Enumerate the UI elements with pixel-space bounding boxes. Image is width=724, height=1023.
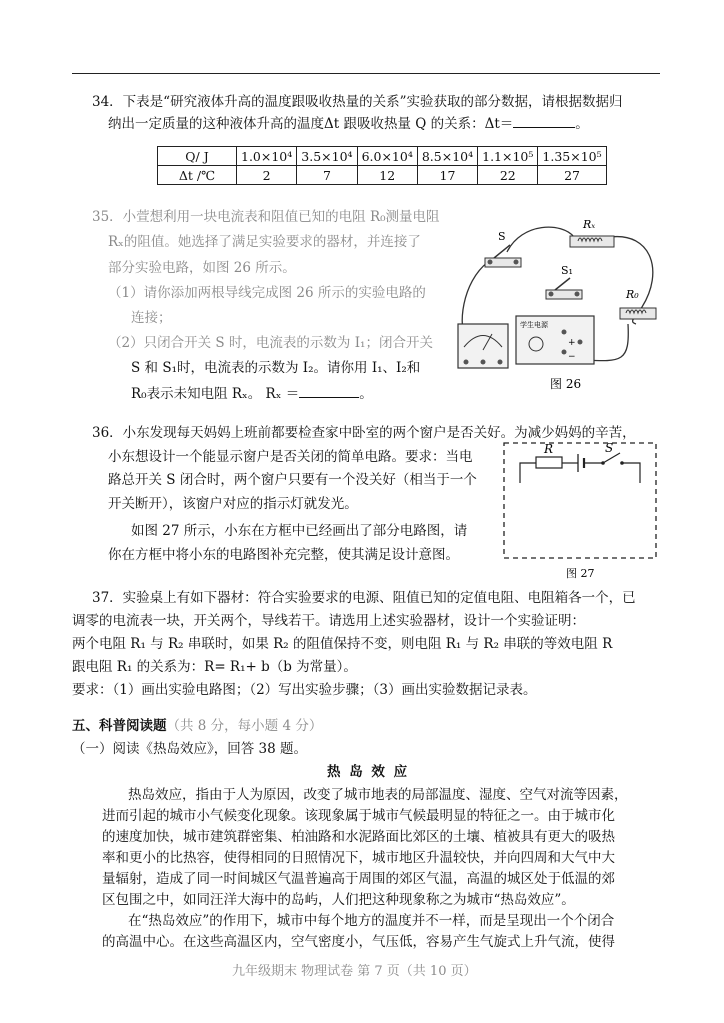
wire [520, 463, 536, 483]
table-header-q: Q/ J [158, 147, 237, 166]
resistor-r-symbol [536, 457, 562, 468]
article-line: 区包围之中，如同汪洋大海中的岛屿，人们把这种现象称之为城市“热岛效应”。 [102, 892, 575, 908]
svg-text:−: − [568, 352, 576, 362]
q34-line2-end: 。 [575, 116, 589, 132]
q35-line7: S 和 S₁时，电流表的示数为 I₂。请你用 I₁、I₂和 [131, 360, 421, 376]
label-r: R [544, 442, 554, 456]
table-cell: 17 [417, 166, 477, 185]
label-rx: Rₓ [583, 218, 596, 231]
article-line: 率和更小的比热容，使得相同的日照情况下，城市地区升温较快，并向四周和大气中大 [102, 850, 615, 866]
q35-line2: Rₓ的阻值。她选择了满足实验要求的器材，并连接了 [108, 234, 421, 250]
section5-title: 五、科普阅读题 [72, 718, 167, 734]
section5-heading [72, 716, 322, 736]
article-line: 的高温中心。在这些高温区内，空气密度小，气压低，容易产生气旋式上升气流，使得 [102, 934, 615, 950]
svg-text:+: + [568, 338, 576, 348]
q37-line1: 37．实验桌上有如下器材：符合实验要求的电源、阻值已知的定值电阻、电阻箱各一个，已 [92, 590, 636, 606]
q36-line5: 如图 27 所示，小东在方框中已经画出了部分电路图，请 [131, 523, 468, 539]
q35-line8-end: 。 [359, 386, 373, 402]
table-cell: 6.0×10⁴ [357, 147, 417, 166]
q35-line5: 连接； [131, 310, 172, 326]
table-cell: 7 [297, 166, 357, 185]
q35-line4: （1）请你添加两根导线完成图 26 所示的实验电路的 [108, 285, 426, 301]
q36-line6: 你在方框中将小东的电路图补充完整，使其满足设计意图。 [108, 547, 459, 563]
switch-s1 [546, 278, 582, 299]
label-s: S [605, 441, 614, 455]
q34-data-table [157, 146, 607, 185]
article-line: 的速度加快，城市建筑群密集、柏油路和水泥路面比郊区的土壤、植被具有更大的吸热 [102, 829, 615, 845]
article-line: 量辐射，造成了同一时间城区气温普遍高于周围的郊区气温，高温的城区处于低温的郊 [102, 871, 615, 887]
top-rule [72, 73, 660, 74]
q35-answer-blank [299, 385, 359, 398]
q37-line2: 调零的电流表一块，开关两个，导线若干。请选用上述实验器材，设计一个实验证明： [72, 613, 585, 629]
article-line: 热岛效应，指由于人为原因，改变了城市地表的局部温度、湿度、空气对流等因素， [128, 787, 628, 803]
label-r0: R₀ [626, 288, 639, 301]
article-title: 热 岛 效 应 [327, 764, 410, 780]
figure-27-circuit [502, 441, 660, 583]
table-header-dt: Δt /℃ [158, 166, 237, 185]
q34-line2-text: 纳出一定质量的这种液体升高的温度Δt 跟吸收热量 Q 的关系：Δt＝ [108, 116, 514, 132]
table-row [158, 166, 607, 185]
q36-line4: 开关断开），该窗户对应的指示灯就发光。 [108, 496, 358, 512]
page-footer: 九年级期末 物理试卷 第 7 页（共 10 页） [232, 964, 477, 979]
label-s: S [498, 230, 506, 243]
q35-line1: 35．小萱想利用一块电流表和阻值已知的电阻 R₀测量电阻 [92, 209, 440, 225]
q37-line4: 跟电阻 R₁ 的关系为：R= R₁+ b（b 为常量）。 [72, 659, 357, 675]
q34-answer-blank [513, 115, 575, 128]
resistor-r0 [620, 308, 656, 319]
section5-sub: （一）阅读《热岛效应》，回答 38 题。 [72, 741, 308, 757]
section5-score: （共 8 分，每小题 4 分） [166, 718, 323, 734]
q36-line1: 36．小东发现每天妈妈上班前都要检查家中卧室的两个窗户是否关好。为减少妈妈的辛苦， [92, 425, 636, 441]
label-power-supply: 学生电源 [520, 321, 548, 329]
table-cell: 1.1×10⁵ [478, 147, 538, 166]
article-line: 在“热岛效应”的作用下，城市中每个地方的温度并不一样，而是呈现出一个个闭合 [128, 913, 615, 929]
q34-line1: 34．下表是“研究液体升高的温度跟吸收热量的关系”实验获取的部分数据，请根据数据归 [92, 94, 623, 110]
table-cell: 12 [357, 166, 417, 185]
wire [507, 227, 574, 252]
q37-line5: 要求：（1）画出实验电路图；（2）写出实验步骤；（3）画出实验数据记录表。 [72, 682, 537, 698]
q34-line2 [108, 114, 589, 134]
table-cell: 3.5×10⁴ [297, 147, 357, 166]
table-row [158, 147, 607, 166]
table-cell: 1.35×10⁵ [538, 147, 606, 166]
figure-26-circuit [452, 212, 664, 398]
dashed-box [504, 443, 656, 558]
q36-line2: 小东想设计一个能显示窗户是否关闭的简单电路。要求：当电 [108, 449, 473, 465]
table-cell: 27 [538, 166, 606, 185]
q37-line3: 两个电阻 R₁ 与 R₂ 串联时，如果 R₂ 的阻值保持不变，则电阻 R₁ 与 R₂ 串联的等效电阻 R [72, 636, 613, 652]
table-cell: 22 [478, 166, 538, 185]
q35-line6: （2）只闭合开关 S 时，电流表的示数为 I₁；闭合开关 [108, 335, 433, 351]
table-cell: 1.0×10⁴ [237, 147, 297, 166]
article-line: 进而引起的城市小气候变化现象。该现象属于城市气候最明显的特征之一。由于城市化 [102, 808, 615, 824]
figure-27-caption: 图 27 [566, 567, 595, 580]
label-s1: S₁ [561, 264, 573, 277]
table-cell: 8.5×10⁴ [417, 147, 477, 166]
ammeter [458, 324, 508, 368]
q35-line3: 部分实验电路，如图 26 所示。 [108, 260, 296, 276]
q35-line8 [131, 384, 373, 404]
q35-line8-text: R₀表示未知电阻 Rₓ。 Rₓ ＝ [131, 386, 300, 402]
figure-26-caption: 图 26 [550, 377, 582, 391]
wire [622, 463, 640, 483]
resistor-rx [570, 236, 614, 247]
switch-s [485, 245, 521, 267]
table-cell: 2 [237, 166, 297, 185]
q36-line3: 路总开关 S 闭合时，两个窗户只要有一个没关好（相当于一个 [108, 472, 477, 488]
